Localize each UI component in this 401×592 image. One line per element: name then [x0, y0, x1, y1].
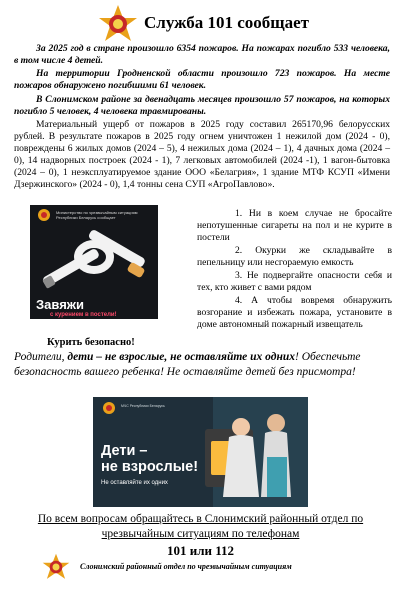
- poster2-headline-line1: Дети –: [101, 443, 148, 459]
- paragraph-country: За 2025 год в стране произошло 6354 пожаров. На пожарах погибло 533 человека, в том числе 4 детей.: [14, 43, 390, 66]
- poster2-ministry-text: МЧС Республики Беларусь: [121, 404, 165, 408]
- phone-numbers: 101 или 112: [166, 543, 235, 558]
- slogan-part-3: ! Обеспечьте безопасность вашего ребенка! Не оставляйте детей без присмотра!: [14, 351, 361, 378]
- poster2-headline: [101, 443, 198, 475]
- paragraph-district: В Слонимском районе за двенадцать месяцев произошло 57 пожаров, на которых погибло 5 человек, 4 человека травмированы.: [14, 94, 390, 117]
- poster1-headline: Завяжи: [36, 297, 84, 312]
- poster-children-not-adults: [93, 397, 308, 507]
- poster2-subline: Не оставляйте их одних: [101, 480, 168, 486]
- parents-slogan: [14, 350, 394, 380]
- smoke-safely-label: Курить безопасно!: [47, 337, 135, 348]
- footer-emblem-icon: [42, 553, 70, 581]
- poster1-subline: с курением в постели!: [50, 312, 117, 318]
- page-title: Служба 101 сообщает: [144, 13, 309, 32]
- slogan-part-1: Родители,: [14, 351, 68, 363]
- paragraph-region: На территории Гродненской области произошло 723 пожаров. На месте пожаров обнаружено погибшими 61 человек.: [14, 68, 390, 91]
- tip-item: 2. Окурки же складывайте в пепельницу или несгораемую емкость: [197, 245, 392, 268]
- tip-item: 1. Ни в коем случае не бросайте непотушенные сигареты на пол и не курите в постели: [197, 208, 392, 243]
- poster-smoking-in-bed: [30, 205, 158, 319]
- poster1-ministry-text: Министерство по чрезвычайным ситуациям Республики Беларусь сообщает: [56, 210, 138, 220]
- mchs-emblem-icon: [98, 4, 138, 44]
- poster2-headline-line2: не взрослые!: [101, 459, 199, 475]
- tip-item: 4. А чтобы вовремя обнаружить возгорание и избежать пожара, установите в доме автономный пожарный извещатель: [197, 295, 392, 330]
- contact-text: По всем вопросам обращайтесь в Слонимский районный отдел по чрезвычайным ситуациям по телефонам: [37, 513, 364, 540]
- safety-tips-list: [197, 208, 392, 332]
- paragraph-damage: Материальный ущерб от пожаров в 2025 году составил 265170,96 белорусских рублей. В результате пожаров в 2025 году огнем уничтожен 1 нежилой дом (2024 - 0), повреждены 6 жилых домов (2024 – 5), 4 нежилых дома (2024 – 1), 4 дачных дома (2024 – 0), 14 надворных построек (2024 - 1), 7 легковых автомобилей (2024 -1), 1 вагон-бытовка (2024 – 0), 1 неэксплуатируемое здание ООО «Белагрия», 1 здание МТФ КСУП «Имени Дзержинского» (2024 - 0), 1,4 тонны сена СУП «АгроПавлово».: [14, 119, 390, 190]
- tip-item: 3. Не подвергайте опасности себя и тех, кто живет с вами рядом: [197, 270, 392, 293]
- slogan-part-2: дети – не взрослые, не оставляйте их одних: [67, 351, 295, 363]
- footer-text: Слонимский районный отдел по чрезвычайным ситуациям: [80, 562, 292, 571]
